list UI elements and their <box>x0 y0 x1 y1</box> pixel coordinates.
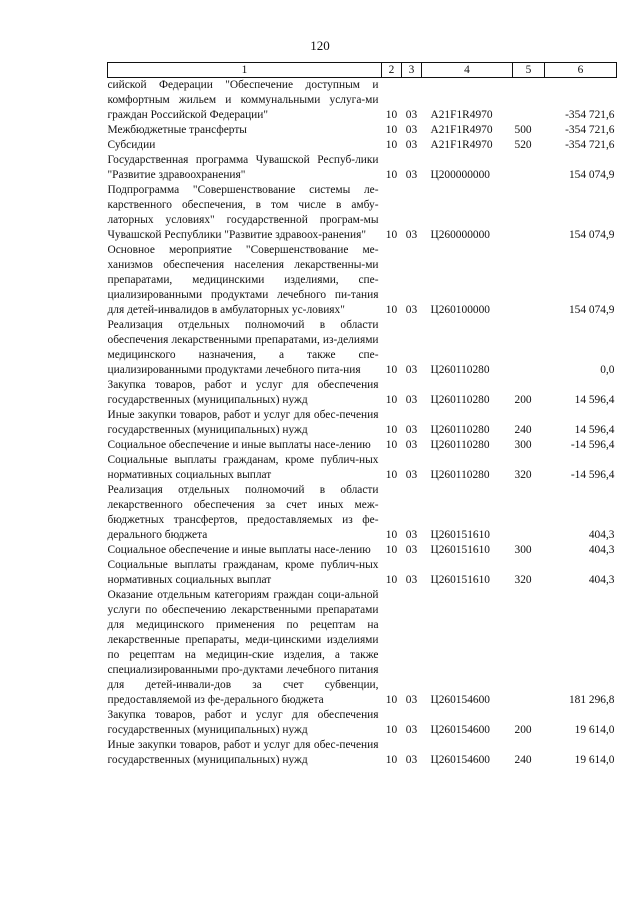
row-amount: 404,3 <box>588 544 615 556</box>
row-subsection: 03 <box>405 694 418 706</box>
row-expense-type <box>513 243 545 318</box>
table-row <box>108 708 617 738</box>
table-row <box>108 738 617 768</box>
row-name: Социальное обеспечение и иные выплаты насе-лению <box>107 544 371 556</box>
row-subsection: 03 <box>405 529 418 541</box>
row-section: 10 <box>385 394 398 406</box>
table-row <box>108 558 617 588</box>
column-header-6: 6 <box>545 63 617 78</box>
table-row <box>108 543 617 558</box>
row-name: Реализация отдельных полномочий в области обеспечения лекарственными препаратами, из-делиями медицинского назначения, а также спе-циализированными продуктами лечебного пита-ния <box>107 319 379 376</box>
row-expense-type: 320 <box>514 574 532 586</box>
table-row <box>108 123 617 138</box>
row-expense-type <box>513 318 545 378</box>
row-subsection: 03 <box>405 574 418 586</box>
row-amount: -14 596,4 <box>570 469 615 481</box>
row-name: сийской Федерации "Обеспечение доступным и комфортным жильем и коммунальными услуга-ми граждан Российской Федерации" <box>107 79 379 121</box>
row-expense-type: 240 <box>514 424 532 436</box>
table-row <box>108 78 617 124</box>
row-expense-type <box>513 78 545 124</box>
page-number: 120 <box>310 38 330 53</box>
row-section: 10 <box>385 424 398 436</box>
row-subsection: 03 <box>405 364 418 376</box>
row-name: Государственная программа Чувашской Респуб-лики "Развитие здравоохранения" <box>107 154 379 181</box>
row-subsection: 03 <box>405 754 418 766</box>
row-section: 10 <box>385 109 398 121</box>
row-subsection: 03 <box>405 394 418 406</box>
row-amount: 14 596,4 <box>574 394 615 406</box>
row-expense-type: 200 <box>514 724 532 736</box>
table-row <box>108 438 617 453</box>
row-target-code: Ц260110280 <box>430 364 490 376</box>
row-subsection: 03 <box>405 124 418 136</box>
row-name: Субсидии <box>107 139 156 151</box>
row-subsection: 03 <box>405 229 418 241</box>
row-expense-type <box>513 483 545 543</box>
row-name: Иные закупки товаров, работ и услуг для обес-печения государственных (муниципальных) нужд <box>107 739 379 766</box>
row-subsection: 03 <box>405 469 418 481</box>
column-header-3: 3 <box>402 63 422 78</box>
row-expense-type <box>513 153 545 183</box>
row-amount: -354 721,6 <box>565 124 615 136</box>
row-expense-type: 320 <box>514 469 532 481</box>
row-amount: 181 296,8 <box>568 694 615 706</box>
row-target-code: Ц200000000 <box>430 169 490 181</box>
row-target-code: Ц260151610 <box>430 544 490 556</box>
row-subsection: 03 <box>405 304 418 316</box>
column-header-4: 4 <box>422 63 513 78</box>
column-header-5: 5 <box>513 63 545 78</box>
row-target-code: Ц260151610 <box>430 529 490 541</box>
row-target-code: Ц260110280 <box>430 424 490 436</box>
row-expense-type: 300 <box>514 544 532 556</box>
row-expense-type: 500 <box>514 124 532 136</box>
row-amount: 404,3 <box>588 574 615 586</box>
row-subsection: 03 <box>405 439 418 451</box>
row-expense-type: 240 <box>514 754 532 766</box>
row-subsection: 03 <box>405 169 418 181</box>
row-section: 10 <box>385 544 398 556</box>
row-amount: 19 614,0 <box>574 724 615 736</box>
row-name: Подпрограмма "Совершенствование системы ле-карственного обеспечения, в том числе в амбу-латорных условиях" государственной програм-мы Чувашской Республики "Развитие здравоох-ранения" <box>107 184 379 241</box>
row-amount: -14 596,4 <box>570 439 615 451</box>
row-subsection: 03 <box>405 109 418 121</box>
row-amount: 0,0 <box>600 364 615 376</box>
row-section: 10 <box>385 469 398 481</box>
row-amount: -354 721,6 <box>565 139 615 151</box>
table-row <box>108 153 617 183</box>
row-section: 10 <box>385 169 398 181</box>
row-expense-type <box>513 183 545 243</box>
row-expense-type: 200 <box>514 394 532 406</box>
row-target-code: Ц260151610 <box>430 574 490 586</box>
row-name: Иные закупки товаров, работ и услуг для обес-печения государственных (муниципальных) нужд <box>107 409 379 436</box>
row-section: 10 <box>385 229 398 241</box>
table-row <box>108 138 617 153</box>
row-target-code: Ц260154600 <box>430 754 490 766</box>
table-row <box>108 483 617 543</box>
table-header <box>108 63 617 78</box>
row-subsection: 03 <box>405 424 418 436</box>
table-body <box>108 78 617 769</box>
row-section: 10 <box>385 124 398 136</box>
row-section: 10 <box>385 724 398 736</box>
row-name: Социальные выплаты гражданам, кроме публич-ных нормативных социальных выплат <box>107 454 379 481</box>
row-target-code: Ц260110280 <box>430 394 490 406</box>
table-row <box>108 378 617 408</box>
table-row <box>108 183 617 243</box>
row-name: Закупка товаров, работ и услуг для обеспечения государственных (муниципальных) нужд <box>107 379 379 406</box>
row-amount: 154 074,9 <box>568 229 615 241</box>
row-section: 10 <box>385 439 398 451</box>
row-expense-type <box>513 588 545 708</box>
row-target-code: А21F1R4970 <box>430 139 493 151</box>
row-section: 10 <box>385 694 398 706</box>
row-name: Социальные выплаты гражданам, кроме публич-ных нормативных социальных выплат <box>107 559 379 586</box>
row-name: Оказание отдельным категориям граждан соци-альной услуги по обеспечению лекарственными препаратами для медицинского применения по рецептам на лекарственные препараты, меди-цинскими изделиями по рецептам на медицин-ские изделия, а также специализированными про-дуктами лечебного питания для детей-инвали-дов за счет субвенции, предоставляемой из фе-дерального бюджета <box>107 589 379 706</box>
row-target-code: Ц260100000 <box>430 304 490 316</box>
row-name: Закупка товаров, работ и услуг для обеспечения государственных (муниципальных) нужд <box>107 709 379 736</box>
row-target-code: Ц260110280 <box>430 439 490 451</box>
row-section: 10 <box>385 574 398 586</box>
table-row <box>108 588 617 708</box>
table-row <box>108 408 617 438</box>
row-target-code: Ц260110280 <box>430 469 490 481</box>
row-amount: 154 074,9 <box>568 169 615 181</box>
row-section: 10 <box>385 364 398 376</box>
row-subsection: 03 <box>405 724 418 736</box>
row-amount: -354 721,6 <box>565 109 615 121</box>
row-name: Межбюджетные трансферты <box>107 124 247 136</box>
row-target-code: Ц260154600 <box>430 694 490 706</box>
row-name: Основное мероприятие "Совершенствование ме-ханизмов обеспечения населения лекарственны-ми препаратами, медицинскими изделиями, спе-циализированными продуктами лечебного пи-тания для детей-инвалидов в амбулаторных ус-ловиях" <box>107 244 379 316</box>
table-row <box>108 453 617 483</box>
row-target-code: Ц260154600 <box>430 724 490 736</box>
column-header-2: 2 <box>382 63 402 78</box>
row-section: 10 <box>385 304 398 316</box>
row-subsection: 03 <box>405 139 418 151</box>
row-amount: 404,3 <box>588 529 615 541</box>
row-target-code: Ц260000000 <box>430 229 490 241</box>
row-expense-type: 520 <box>514 139 532 151</box>
table-row <box>108 318 617 378</box>
row-expense-type: 300 <box>514 439 532 451</box>
row-name: Реализация отдельных полномочий в области лекарственного обеспечения за счет иных меж-бюджетных трансфертов, предоставляемых из фе-дерального бюджета <box>107 484 379 541</box>
row-target-code: А21F1R4970 <box>430 124 493 136</box>
row-section: 10 <box>385 139 398 151</box>
column-header-1: 1 <box>108 63 382 78</box>
budget-table <box>107 62 617 768</box>
row-section: 10 <box>385 754 398 766</box>
row-amount: 14 596,4 <box>574 424 615 436</box>
row-section: 10 <box>385 529 398 541</box>
table-row <box>108 243 617 318</box>
row-amount: 19 614,0 <box>574 754 615 766</box>
row-target-code: А21F1R4970 <box>430 109 493 121</box>
row-name: Социальное обеспечение и иные выплаты насе-лению <box>107 439 371 451</box>
row-subsection: 03 <box>405 544 418 556</box>
row-amount: 154 074,9 <box>568 304 615 316</box>
